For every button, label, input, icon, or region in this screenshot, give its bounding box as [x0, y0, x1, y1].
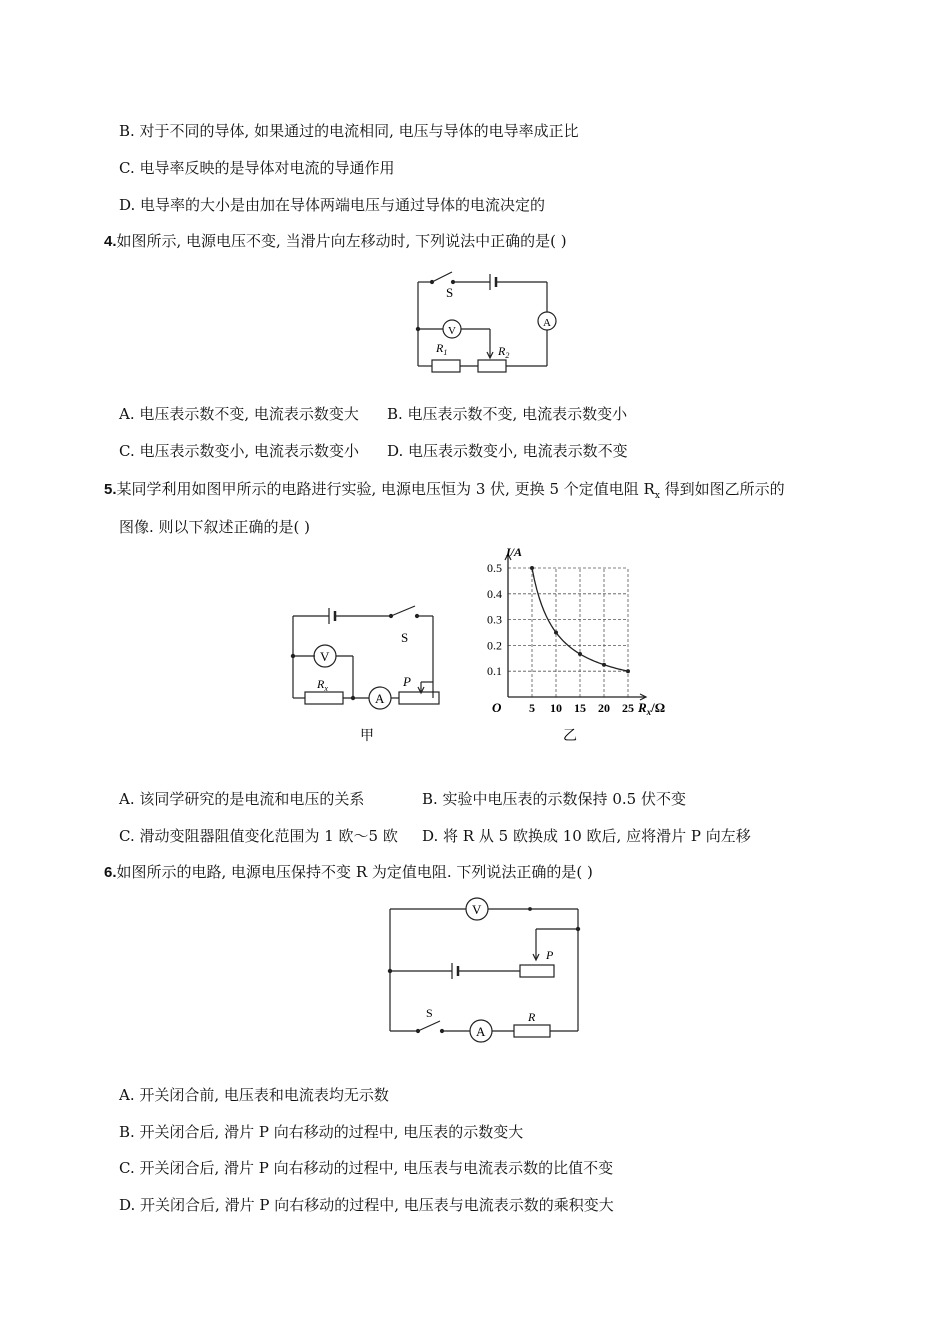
chart-data-point: [602, 663, 606, 667]
q5-stem-line2: 图像. 则以下叙述正确的是( ): [119, 518, 311, 536]
q6-circuit-diagram: [380, 893, 590, 1048]
q6-ammeter-label: A: [476, 1024, 486, 1039]
q5-option-a: A. 该同学研究的是电流和电压的关系: [119, 790, 365, 808]
q4-ammeter-label: A: [543, 317, 551, 329]
q5-graph-x-axis-label: $R_x/\Omega$: [638, 700, 666, 717]
chart-data-point: [530, 566, 534, 570]
q5-jia-voltmeter-label: V: [320, 649, 330, 664]
q4-option-b: B. 电压表示数不变, 电流表示数变小: [387, 405, 628, 423]
q6-switch-label: S: [426, 1006, 433, 1020]
q5-jia-switch-label: S: [401, 630, 409, 645]
q6-voltmeter-label: V: [472, 902, 482, 917]
q5-jia-p-label: P: [403, 674, 411, 689]
q5-option-d: D. 将 R 从 5 欧换成 10 欧后, 应将滑片 P 向左移: [422, 827, 751, 845]
chart-x-tick-label: 15: [574, 701, 586, 715]
q5-graph-yi: [468, 548, 688, 748]
chart-data-point: [626, 669, 630, 673]
q6-option-d: D. 开关闭合后, 滑片 P 向右移动的过程中, 电压表与电流表示数的乘积变大: [119, 1196, 614, 1214]
q5-jia-rx-label: $R_x$: [317, 677, 328, 693]
q4-option-c: C. 电压表示数变小, 电流表示数变小: [119, 442, 360, 460]
chart-x-tick-label: 10: [550, 701, 562, 715]
chart-data-point: [554, 631, 558, 635]
chart-y-tick-label: 0.5: [487, 561, 502, 575]
q4-number: 4.: [104, 233, 117, 250]
q6-stem-text: 如图所示的电路, 电源电压保持不变 R 为定值电阻. 下列说法正确的是( ): [116, 863, 593, 881]
q4-stem: [104, 230, 567, 251]
q4-r1-label: $R_1$: [436, 341, 448, 357]
q4-stem-text: 如图所示, 电源电压不变, 当滑片向左移动时, 下列说法中正确的是( ): [116, 232, 567, 250]
chart-x-tick-label: 20: [598, 701, 610, 715]
chart-y-tick-label: 0.1: [487, 664, 502, 679]
q5-graph-y-axis-label: I/A: [506, 548, 523, 559]
q4-option-d: D. 电压表示数变小, 电流表示数不变: [387, 442, 628, 460]
q5-jia-caption: 甲: [360, 729, 374, 744]
q4-switch-label: S: [446, 285, 454, 300]
q6-r-label: R: [528, 1010, 536, 1024]
q5-option-c: C. 滑动变阻器阻值变化范围为 1 欧～5 欧: [119, 827, 398, 845]
chart-y-tick-label: 0.2: [487, 638, 502, 653]
q5-option-b: B. 实验中电压表的示数保持 0.5 伏不变: [422, 790, 686, 808]
chart-x-tick-label: 5: [529, 701, 535, 715]
q6-stem: [104, 861, 593, 882]
q5-yi-caption: 乙: [563, 729, 577, 744]
q3-option-c: C. 电导率反映的是导体对电流的导通作用: [119, 159, 395, 177]
q3-option-b: B. 对于不同的导体, 如果通过的电流相同, 电压与导体的电导率成正比: [119, 122, 579, 140]
q4-option-a: A. 电压表示数不变, 电流表示数变大: [119, 405, 359, 423]
chart-data-point: [578, 652, 582, 656]
q6-p-label: P: [546, 948, 554, 962]
chart-x-tick-label: 25: [622, 701, 634, 715]
q6-option-c: C. 开关闭合后, 滑片 P 向右移动的过程中, 电压表与电流表示数的比值不变: [119, 1159, 614, 1177]
q6-number: 6.: [104, 864, 117, 881]
q5-graph-origin-label: O: [492, 700, 502, 715]
q5-jia-ammeter-label: A: [375, 691, 385, 706]
q4-r2-label: $R_2$: [498, 344, 510, 360]
q5-stem-line1: 5.某同学利用如图甲所示的电路进行实验, 电源电压恒为 3 伏, 更换 5 个定值电阻 $R_x$ 得到如图乙所示的: [104, 480, 785, 501]
q4-circuit-diagram: [410, 262, 560, 376]
q3-option-d: D. 电导率的大小是由加在导体两端电压与通过导体的电流决定的: [119, 196, 546, 214]
chart-y-tick-label: 0.3: [487, 612, 502, 627]
q6-option-a: A. 开关闭合前, 电压表和电流表均无示数: [119, 1086, 389, 1104]
chart-y-tick-label: 0.4: [487, 586, 502, 601]
q6-option-b: B. 开关闭合后, 滑片 P 向右移动的过程中, 电压表的示数变大: [119, 1123, 524, 1141]
q4-voltmeter-label: V: [448, 325, 456, 337]
q5-number: 5.: [104, 481, 117, 498]
q5-circuit-jia: [285, 598, 445, 748]
